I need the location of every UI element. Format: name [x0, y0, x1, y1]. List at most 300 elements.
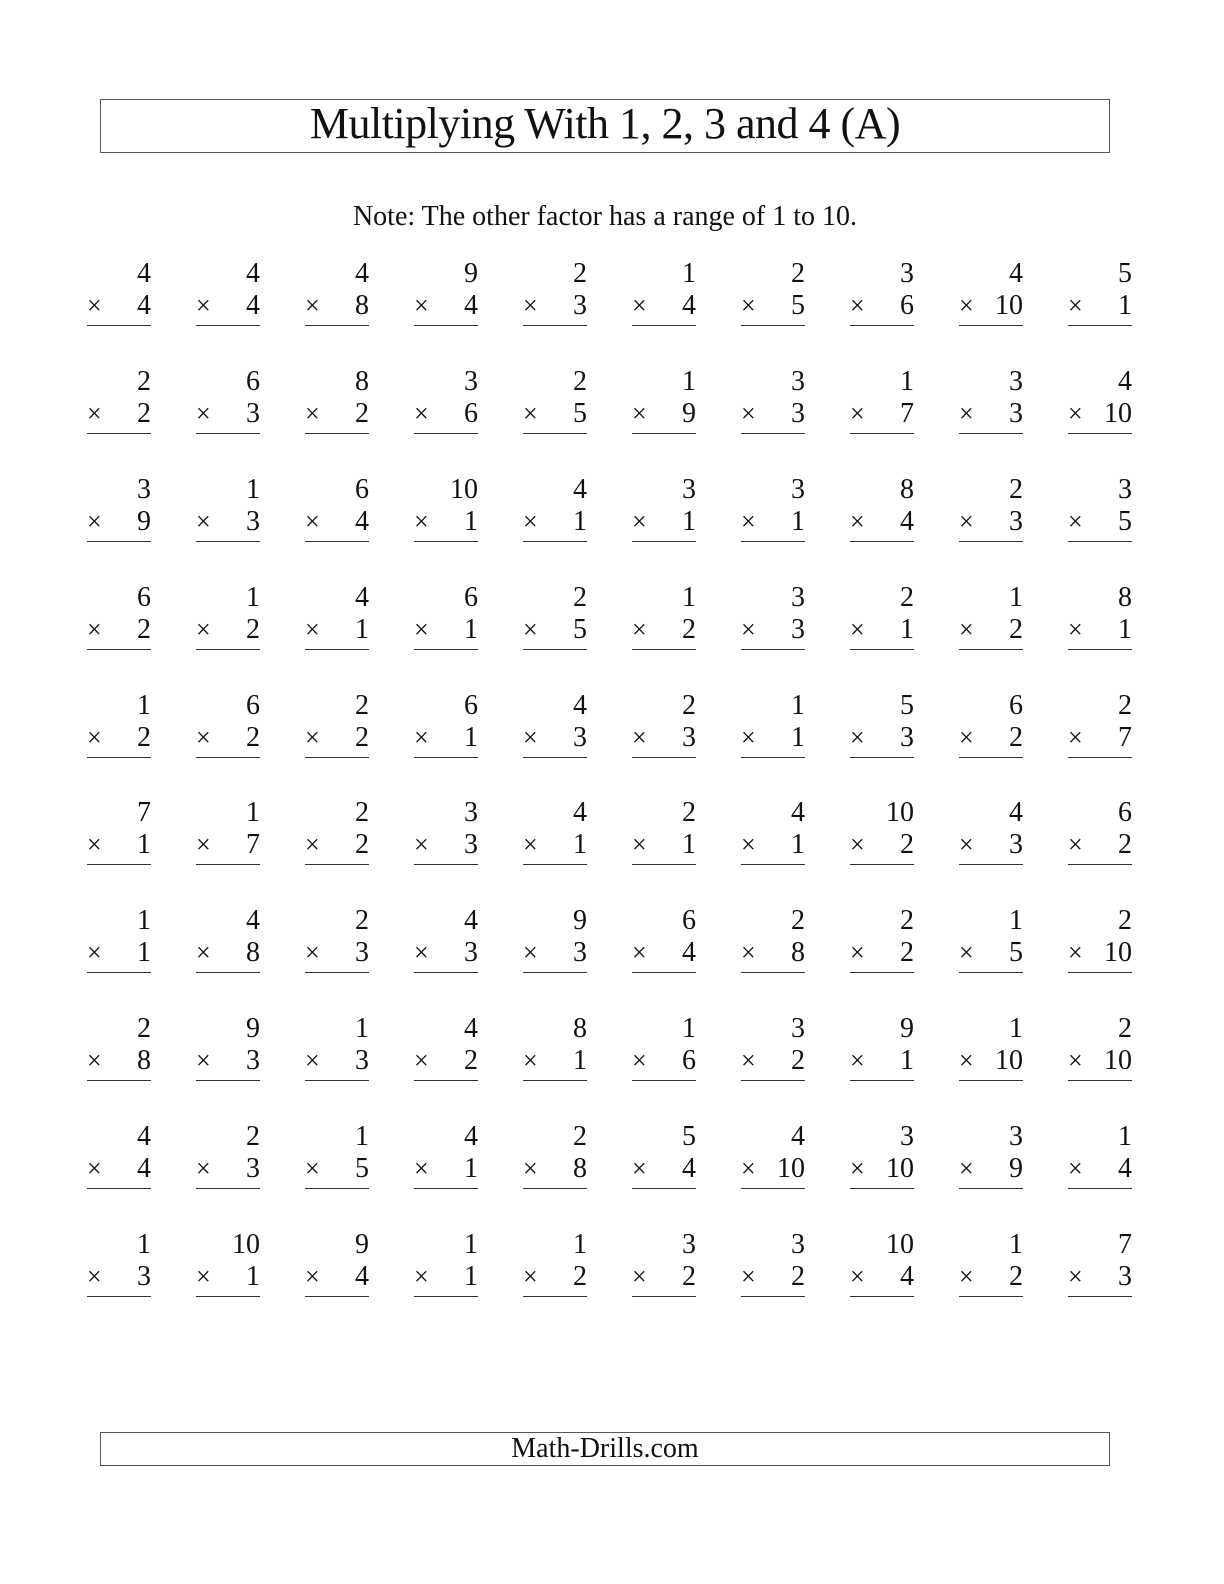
answer-line [305, 1080, 369, 1081]
multiplier: 8 [137, 1045, 151, 1076]
answer-line [632, 1188, 696, 1189]
problem-item [196, 905, 260, 969]
problem-item [87, 366, 151, 430]
footer-site-name: Math-Drills.com [511, 1433, 699, 1464]
answer-line [305, 433, 369, 434]
multiplicand: 2 [900, 905, 914, 936]
multiply-sign-icon: × [741, 830, 756, 859]
problem-item [196, 582, 260, 646]
problem-item [850, 905, 914, 969]
multiply-sign-icon: × [850, 1262, 865, 1291]
multiply-sign-icon: × [632, 507, 647, 536]
problem-item [632, 1013, 696, 1077]
multiplier: 6 [464, 398, 478, 429]
problem-item [632, 905, 696, 969]
multiply-sign-icon: × [850, 1154, 865, 1183]
multiplier: 4 [464, 290, 478, 321]
answer-line [305, 649, 369, 650]
problem-item [632, 258, 696, 322]
answer-line [87, 541, 151, 542]
multiply-sign-icon: × [850, 830, 865, 859]
multiplier: 4 [1118, 1153, 1132, 1184]
answer-line [1068, 1188, 1132, 1189]
multiplier: 2 [1009, 1261, 1023, 1292]
multiplier: 1 [573, 829, 587, 860]
multiply-sign-icon: × [87, 723, 102, 752]
multiply-sign-icon: × [414, 615, 429, 644]
multiplicand: 4 [573, 474, 587, 505]
multiplier: 3 [791, 398, 805, 429]
multiplier: 2 [1118, 829, 1132, 860]
multiplicand: 7 [137, 797, 151, 828]
answer-line [1068, 433, 1132, 434]
multiplicand: 1 [1009, 1229, 1023, 1260]
multiplicand: 3 [900, 258, 914, 289]
multiplicand: 4 [355, 582, 369, 613]
multiplier: 3 [573, 722, 587, 753]
multiplicand: 3 [464, 797, 478, 828]
answer-line [196, 649, 260, 650]
multiplicand: 1 [355, 1013, 369, 1044]
problem-item [850, 1229, 914, 1293]
answer-line [632, 972, 696, 973]
multiplicand: 6 [1118, 797, 1132, 828]
multiply-sign-icon: × [959, 615, 974, 644]
multiplicand: 9 [900, 1013, 914, 1044]
problem-item [1068, 905, 1132, 969]
problem-item [1068, 1121, 1132, 1185]
multiplier: 5 [573, 398, 587, 429]
answer-line [632, 649, 696, 650]
multiplier: 1 [1118, 290, 1132, 321]
problem-item [741, 366, 805, 430]
multiply-sign-icon: × [305, 399, 320, 428]
problem-item [414, 258, 478, 322]
multiplier: 10 [995, 290, 1023, 321]
multiply-sign-icon: × [87, 830, 102, 859]
multiplicand: 9 [246, 1013, 260, 1044]
problem-item [305, 905, 369, 969]
answer-line [959, 1188, 1023, 1189]
multiplier: 3 [1118, 1261, 1132, 1292]
multiplicand: 3 [900, 1121, 914, 1152]
multiplicand: 4 [791, 797, 805, 828]
multiplier: 3 [1009, 398, 1023, 429]
problem-item [959, 905, 1023, 969]
problem-item [741, 1121, 805, 1185]
multiply-sign-icon: × [305, 615, 320, 644]
problem-item [741, 797, 805, 861]
answer-line [850, 757, 914, 758]
multiplicand: 1 [573, 1229, 587, 1260]
problem-item [741, 474, 805, 538]
multiplicand: 7 [1118, 1229, 1132, 1260]
multiplier: 9 [1009, 1153, 1023, 1184]
problem-item [87, 905, 151, 969]
multiplicand: 1 [246, 474, 260, 505]
answer-line [87, 1188, 151, 1189]
problem-item [1068, 1013, 1132, 1077]
answer-line [305, 1296, 369, 1297]
multiplicand: 4 [1118, 366, 1132, 397]
answer-line [959, 972, 1023, 973]
problem-item [632, 690, 696, 754]
multiply-sign-icon: × [632, 938, 647, 967]
multiply-sign-icon: × [196, 291, 211, 320]
multiplicand: 10 [886, 797, 914, 828]
multiply-sign-icon: × [1068, 1262, 1083, 1291]
multiply-sign-icon: × [523, 938, 538, 967]
multiplicand: 2 [1118, 690, 1132, 721]
multiplier: 10 [777, 1153, 805, 1184]
multiplier: 4 [682, 290, 696, 321]
multiply-sign-icon: × [87, 1262, 102, 1291]
answer-line [850, 433, 914, 434]
multiplicand: 2 [137, 1013, 151, 1044]
multiply-sign-icon: × [741, 399, 756, 428]
answer-line [632, 757, 696, 758]
answer-line [414, 1296, 478, 1297]
multiplicand: 1 [137, 1229, 151, 1260]
answer-line [414, 1080, 478, 1081]
problem-item [959, 1013, 1023, 1077]
multiplier: 1 [464, 1261, 478, 1292]
problem-item [850, 1013, 914, 1077]
multiplier: 10 [1104, 937, 1132, 968]
multiply-sign-icon: × [87, 938, 102, 967]
problem-item [305, 797, 369, 861]
multiplicand: 4 [464, 905, 478, 936]
multiplicand: 2 [573, 258, 587, 289]
multiplier: 7 [1118, 722, 1132, 753]
multiplier: 4 [355, 506, 369, 537]
multiplier: 2 [1009, 614, 1023, 645]
answer-line [850, 864, 914, 865]
problem-item [523, 582, 587, 646]
problem-item [632, 474, 696, 538]
problem-item [414, 905, 478, 969]
multiply-sign-icon: × [305, 1262, 320, 1291]
multiplicand: 4 [464, 1121, 478, 1152]
multiplicand: 4 [1009, 258, 1023, 289]
multiplier: 3 [682, 722, 696, 753]
answer-line [87, 649, 151, 650]
answer-line [196, 325, 260, 326]
answer-line [196, 864, 260, 865]
multiplicand: 6 [355, 474, 369, 505]
problem-item [196, 474, 260, 538]
multiply-sign-icon: × [87, 1046, 102, 1075]
problem-item [1068, 258, 1132, 322]
multiply-sign-icon: × [959, 1262, 974, 1291]
problem-item [305, 690, 369, 754]
multiplicand: 1 [355, 1121, 369, 1152]
answer-line [850, 541, 914, 542]
multiplier: 2 [682, 614, 696, 645]
answer-line [87, 325, 151, 326]
problem-item [196, 797, 260, 861]
multiplier: 1 [137, 829, 151, 860]
problem-item [959, 582, 1023, 646]
multiply-sign-icon: × [1068, 938, 1083, 967]
multiply-sign-icon: × [305, 291, 320, 320]
multiplier: 3 [137, 1261, 151, 1292]
multiplier: 10 [1104, 398, 1132, 429]
multiplier: 5 [1118, 506, 1132, 537]
multiplier: 4 [246, 290, 260, 321]
problem-item [741, 690, 805, 754]
problem-item [87, 1229, 151, 1293]
multiplicand: 6 [464, 582, 478, 613]
answer-line [523, 1080, 587, 1081]
multiplicand: 2 [791, 258, 805, 289]
multiplicand: 2 [355, 905, 369, 936]
problem-item [1068, 582, 1132, 646]
multiplier: 2 [573, 1261, 587, 1292]
multiply-sign-icon: × [523, 399, 538, 428]
multiplier: 3 [246, 398, 260, 429]
problem-item [414, 1229, 478, 1293]
multiply-sign-icon: × [523, 723, 538, 752]
answer-line [632, 864, 696, 865]
multiply-sign-icon: × [959, 938, 974, 967]
multiplier: 9 [137, 506, 151, 537]
multiplier: 1 [464, 1153, 478, 1184]
multiplicand: 3 [1009, 366, 1023, 397]
answer-line [523, 864, 587, 865]
problem-item [959, 1121, 1023, 1185]
problem-item [850, 1121, 914, 1185]
multiply-sign-icon: × [741, 507, 756, 536]
multiplicand: 10 [886, 1229, 914, 1260]
problem-item [305, 366, 369, 430]
multiply-sign-icon: × [632, 723, 647, 752]
multiplier: 2 [355, 398, 369, 429]
multiplicand: 10 [232, 1229, 260, 1260]
problem-item [1068, 797, 1132, 861]
answer-line [305, 541, 369, 542]
multiplicand: 2 [1118, 1013, 1132, 1044]
multiply-sign-icon: × [196, 723, 211, 752]
multiplier: 2 [1009, 722, 1023, 753]
problem-item [196, 1013, 260, 1077]
answer-line [959, 649, 1023, 650]
answer-line [414, 757, 478, 758]
answer-line [850, 649, 914, 650]
problem-item [414, 1121, 478, 1185]
multiplier: 6 [682, 1045, 696, 1076]
multiplier: 2 [246, 722, 260, 753]
answer-line [1068, 541, 1132, 542]
multiplier: 3 [464, 937, 478, 968]
problem-item [741, 1229, 805, 1293]
multiply-sign-icon: × [850, 723, 865, 752]
multiply-sign-icon: × [305, 723, 320, 752]
multiply-sign-icon: × [196, 830, 211, 859]
problem-item [305, 1229, 369, 1293]
answer-line [850, 325, 914, 326]
problem-item [523, 258, 587, 322]
multiplier: 2 [682, 1261, 696, 1292]
multiplicand: 1 [1009, 582, 1023, 613]
problem-item [196, 366, 260, 430]
problem-item [196, 1121, 260, 1185]
multiply-sign-icon: × [632, 1046, 647, 1075]
multiply-sign-icon: × [850, 399, 865, 428]
problem-item [850, 474, 914, 538]
problem-item [741, 258, 805, 322]
answer-line [741, 1188, 805, 1189]
multiplicand: 2 [355, 797, 369, 828]
multiply-sign-icon: × [196, 938, 211, 967]
multiplier: 3 [246, 1045, 260, 1076]
multiplier: 10 [886, 1153, 914, 1184]
answer-line [305, 1188, 369, 1189]
multiplier: 2 [246, 614, 260, 645]
multiplier: 2 [900, 937, 914, 968]
multiplicand: 1 [1118, 1121, 1132, 1152]
problem-item [850, 690, 914, 754]
multiplier: 4 [682, 1153, 696, 1184]
problem-item [523, 1229, 587, 1293]
multiplier: 4 [900, 506, 914, 537]
multiplier: 2 [900, 829, 914, 860]
multiply-sign-icon: × [196, 1154, 211, 1183]
multiplicand: 2 [682, 797, 696, 828]
multiplier: 3 [573, 290, 587, 321]
multiplier: 3 [246, 1153, 260, 1184]
multiply-sign-icon: × [850, 507, 865, 536]
answer-line [1068, 325, 1132, 326]
answer-line [305, 864, 369, 865]
answer-line [959, 1296, 1023, 1297]
multiplicand: 4 [1009, 797, 1023, 828]
problem-item [523, 366, 587, 430]
multiplicand: 3 [791, 474, 805, 505]
multiplicand: 3 [464, 366, 478, 397]
answer-line [959, 1080, 1023, 1081]
multiplier: 2 [464, 1045, 478, 1076]
multiplicand: 6 [682, 905, 696, 936]
problem-item [741, 1013, 805, 1077]
problem-item [305, 1013, 369, 1077]
problem-item [414, 1013, 478, 1077]
multiplier: 2 [137, 398, 151, 429]
multiplicand: 3 [1118, 474, 1132, 505]
multiplicand: 2 [137, 366, 151, 397]
multiplicand: 5 [1118, 258, 1132, 289]
multiplier: 2 [791, 1045, 805, 1076]
multiplier: 5 [1009, 937, 1023, 968]
multiply-sign-icon: × [305, 1154, 320, 1183]
answer-line [850, 1080, 914, 1081]
problem-item [959, 797, 1023, 861]
multiplicand: 3 [1009, 1121, 1023, 1152]
multiply-sign-icon: × [196, 399, 211, 428]
multiplier: 2 [355, 829, 369, 860]
answer-line [305, 972, 369, 973]
multiplicand: 9 [355, 1229, 369, 1260]
multiply-sign-icon: × [850, 291, 865, 320]
multiplier: 10 [1104, 1045, 1132, 1076]
multiply-sign-icon: × [1068, 1046, 1083, 1075]
multiply-sign-icon: × [741, 1154, 756, 1183]
multiplicand: 3 [791, 366, 805, 397]
multiplier: 1 [791, 506, 805, 537]
multiply-sign-icon: × [523, 1046, 538, 1075]
multiply-sign-icon: × [632, 1262, 647, 1291]
page-title: Multiplying With 1, 2, 3 and 4 (A) [309, 99, 901, 148]
answer-line [414, 972, 478, 973]
multiply-sign-icon: × [196, 615, 211, 644]
problem-item [523, 1121, 587, 1185]
answer-line [414, 541, 478, 542]
answer-line [523, 433, 587, 434]
problem-item [523, 690, 587, 754]
multiply-sign-icon: × [959, 1046, 974, 1075]
multiply-sign-icon: × [414, 1154, 429, 1183]
multiplier: 1 [573, 1045, 587, 1076]
answer-line [741, 649, 805, 650]
answer-line [741, 433, 805, 434]
multiply-sign-icon: × [1068, 1154, 1083, 1183]
answer-line [1068, 1296, 1132, 1297]
multiply-sign-icon: × [959, 723, 974, 752]
multiply-sign-icon: × [632, 615, 647, 644]
multiplier: 8 [573, 1153, 587, 1184]
multiplicand: 1 [682, 258, 696, 289]
answer-line [87, 1080, 151, 1081]
problem-item [414, 366, 478, 430]
multiply-sign-icon: × [414, 938, 429, 967]
multiplicand: 5 [900, 690, 914, 721]
multiplicand: 1 [137, 905, 151, 936]
multiplier: 5 [573, 614, 587, 645]
answer-line [741, 541, 805, 542]
multiplier: 4 [137, 1153, 151, 1184]
answer-line [959, 325, 1023, 326]
multiply-sign-icon: × [1068, 615, 1083, 644]
answer-line [959, 433, 1023, 434]
multiplicand: 6 [246, 366, 260, 397]
answer-line [850, 1188, 914, 1189]
multiplicand: 9 [464, 258, 478, 289]
answer-line [87, 1296, 151, 1297]
multiplier: 8 [791, 937, 805, 968]
answer-line [414, 325, 478, 326]
answer-line [741, 757, 805, 758]
multiply-sign-icon: × [850, 1046, 865, 1075]
multiply-sign-icon: × [741, 938, 756, 967]
problem-item [414, 474, 478, 538]
multiplicand: 1 [682, 366, 696, 397]
multiply-sign-icon: × [523, 615, 538, 644]
multiplicand: 3 [137, 474, 151, 505]
multiply-sign-icon: × [850, 938, 865, 967]
multiplier: 2 [137, 614, 151, 645]
problem-item [959, 690, 1023, 754]
answer-line [632, 325, 696, 326]
multiplier: 5 [791, 290, 805, 321]
multiply-sign-icon: × [414, 830, 429, 859]
multiplicand: 4 [246, 258, 260, 289]
multiplier: 1 [464, 722, 478, 753]
multiplicand: 1 [1009, 1013, 1023, 1044]
problem-item [87, 1121, 151, 1185]
answer-line [414, 864, 478, 865]
answer-line [414, 1188, 478, 1189]
answer-line [959, 864, 1023, 865]
